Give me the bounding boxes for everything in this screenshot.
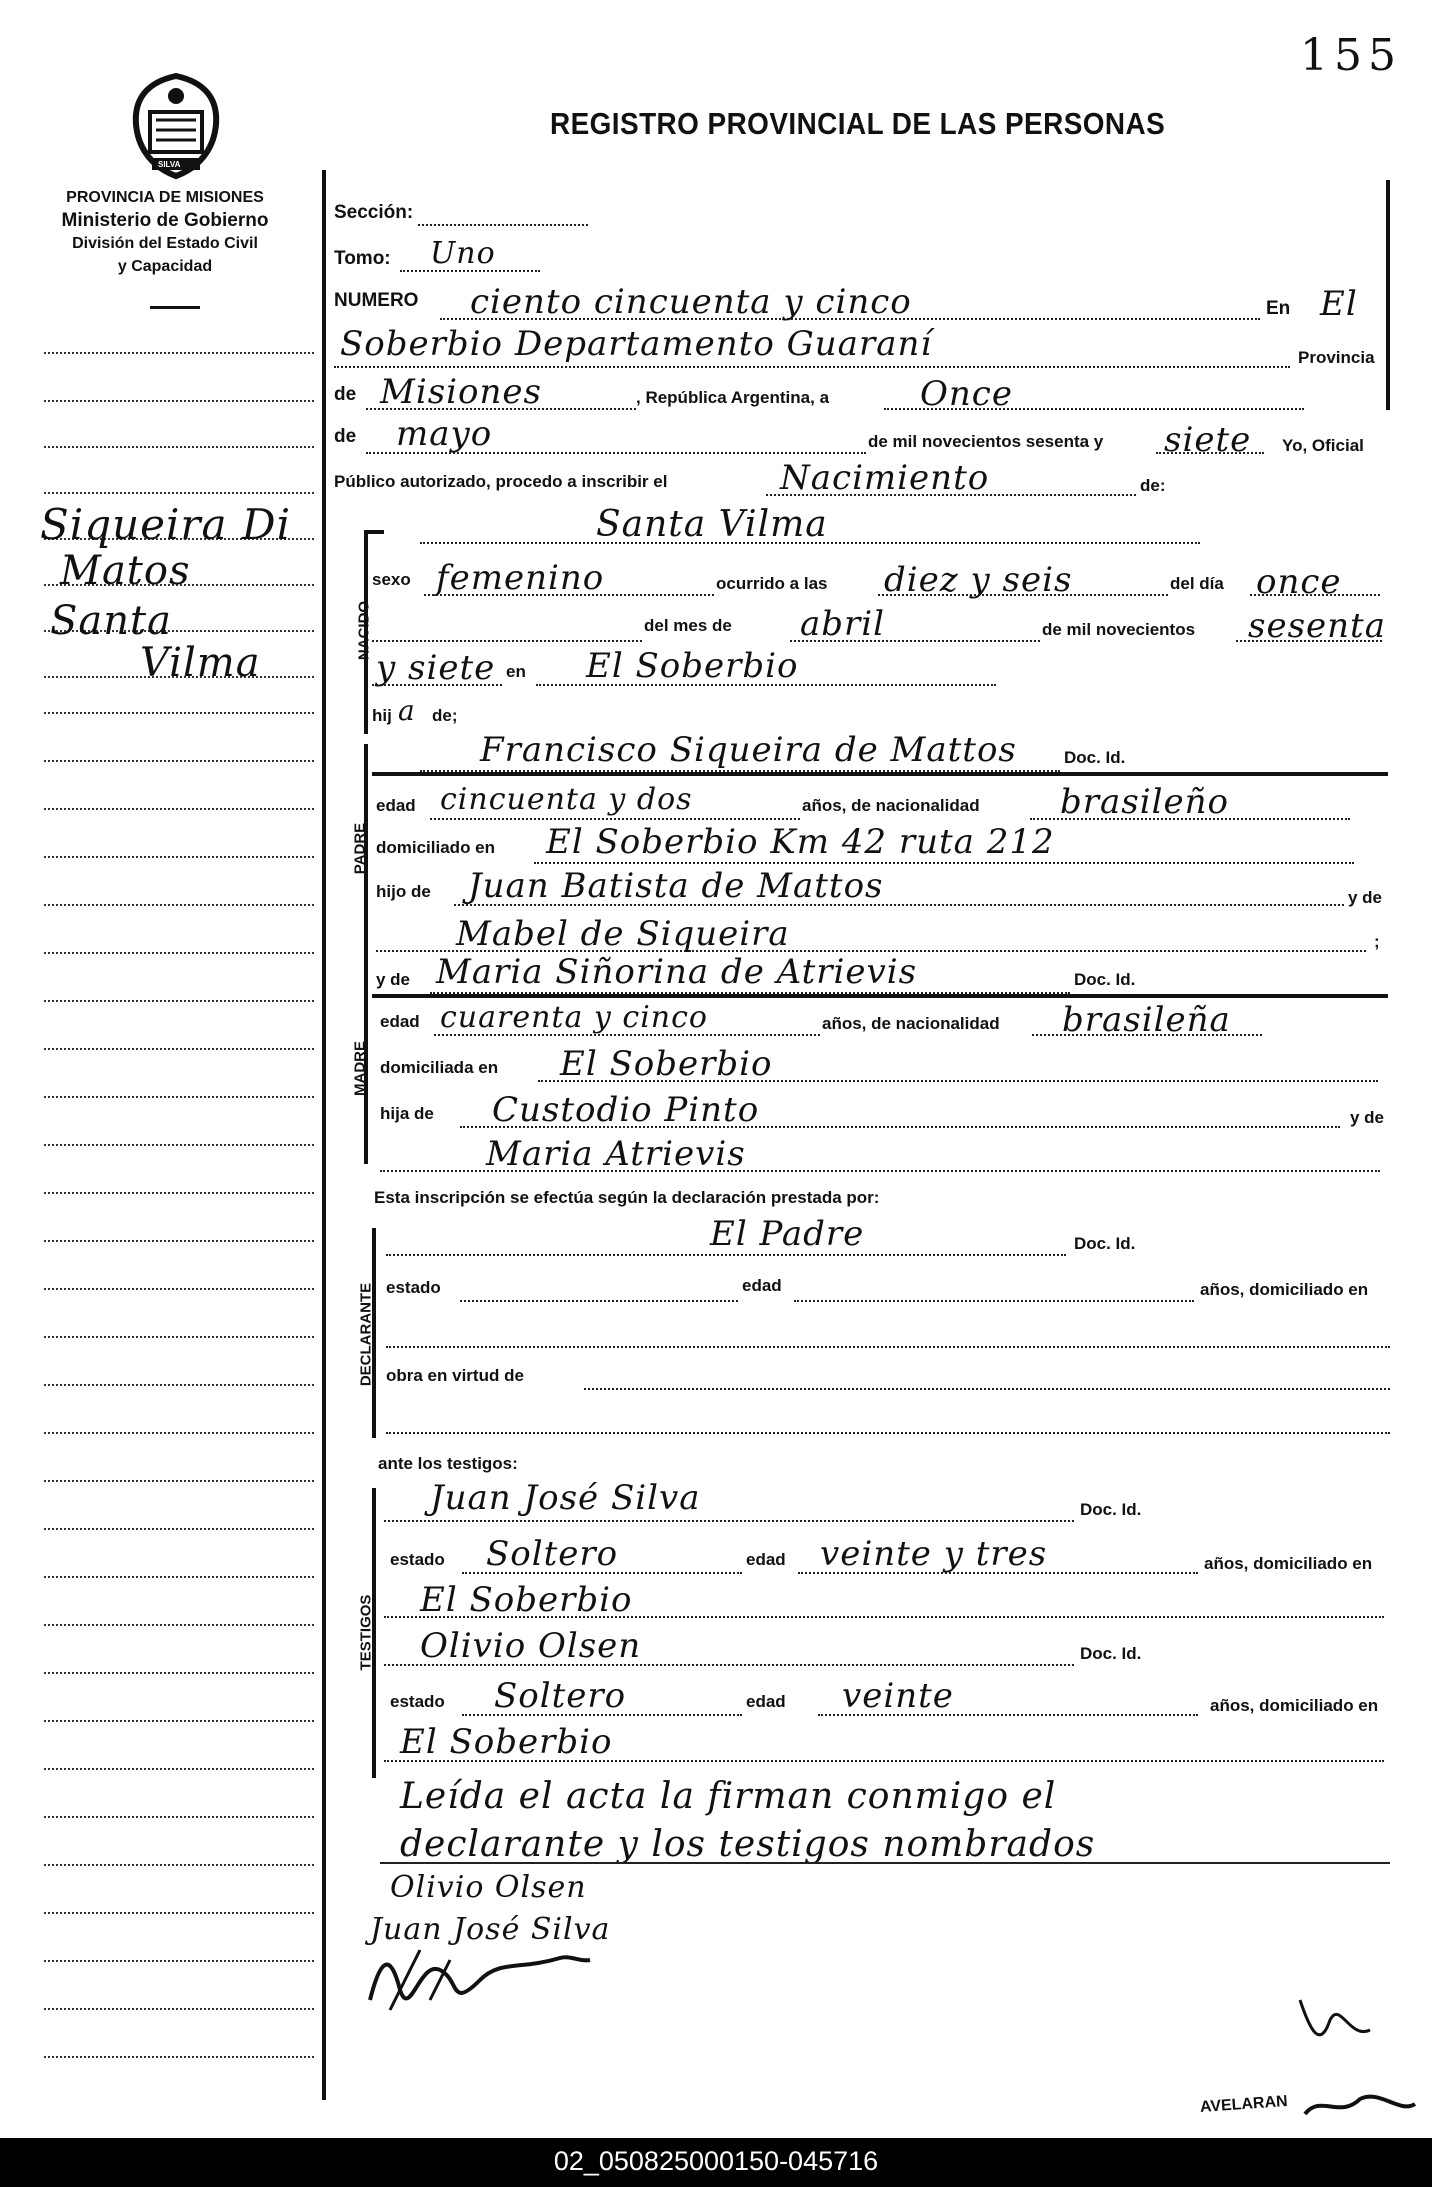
numero-value: ciento cincuenta y cinco (470, 282, 912, 322)
inscripcion-label: Esta inscripción se efectúa según la declaración prestada por: (374, 1188, 880, 1207)
declarante-label: DECLARANTE (357, 1282, 375, 1387)
cierre-line-2: declarante y los testigos nombrados (400, 1824, 1096, 1865)
madre-padre-value: Custodio Pinto (492, 1090, 760, 1130)
madre-dom-label: domiciliada en (380, 1058, 499, 1077)
ante-testigos-label: ante los testigos: (378, 1454, 518, 1473)
madre-edad-value: cuarenta y cinco (440, 1000, 708, 1035)
padre-y-de-label: y de (1348, 888, 1383, 907)
madre-doc-label: Doc. Id. (1074, 970, 1136, 989)
padre-madre-value: Mabel de Siqueira (456, 914, 790, 954)
del-dia-label: del día (1170, 574, 1224, 593)
en-value: El (1320, 284, 1358, 324)
testigo1-anos-label: años, domiciliado en (1204, 1554, 1373, 1573)
padre-dom-label: domiciliado en (376, 838, 496, 857)
padre-value: Francisco Siqueira de Mattos (480, 730, 1017, 770)
publico-label: Público autorizado, procedo a inscribir el (334, 472, 668, 491)
frame-left-border (322, 170, 326, 2100)
margin-note-1: Siqueira Di (40, 500, 292, 549)
republica-label: , República Argentina, a (636, 388, 830, 407)
padre-edad-label: edad (376, 796, 416, 815)
obra-label: obra en virtud de (386, 1366, 524, 1385)
provincia-label: Provincia (1298, 348, 1375, 367)
margin-note-4: Vilma (140, 640, 261, 686)
de-label-2: de (334, 426, 357, 447)
madre-label: MADRE (351, 1041, 369, 1096)
provincial-emblem (128, 72, 224, 180)
madre-dom-value: El Soberbio (560, 1044, 773, 1084)
madre-y-de-label: y de (376, 970, 411, 989)
hij-suffix-value: a (398, 694, 416, 727)
yo-oficial-label: Yo, Oficial (1282, 436, 1364, 455)
ministry-name: Ministerio de Gobierno (61, 210, 269, 231)
testigos-label: TESTIGOS (357, 1594, 375, 1671)
padre-edad-value: cincuenta y dos (440, 782, 693, 817)
signature-1: Olivio Olsen (390, 1870, 587, 1905)
nacido-label: NACIDO (355, 600, 373, 661)
en-label: En (1266, 298, 1291, 319)
de-colon-label: de: (1140, 476, 1166, 495)
tomo-label: Tomo: (334, 248, 391, 269)
declarante-estado-label: estado (386, 1278, 441, 1297)
anio-nac-1-value: sesenta (1248, 606, 1386, 646)
nombre-value: Santa Vilma (596, 504, 828, 545)
del-mes-label: del mes de (644, 616, 732, 635)
padre-nac-value: brasileño (1060, 782, 1229, 822)
tomo-value: Uno (430, 236, 496, 271)
testigo2-doc-label: Doc. Id. (1080, 1644, 1142, 1663)
lugar-nac-value: El Soberbio (586, 646, 799, 686)
madre-y-de-label-2: y de (1350, 1108, 1385, 1127)
testigo1-dom-value: El Soberbio (420, 1580, 633, 1620)
mil-novecientos-label: de mil novecientos (1042, 620, 1196, 639)
provincia-value: Misiones (380, 372, 542, 412)
padre-doc-label: Doc. Id. (1064, 748, 1126, 767)
acta-value: Nacimiento (780, 458, 990, 498)
division-subname: y Capacidad (117, 258, 213, 275)
header-rule (150, 306, 200, 309)
anio-nac-2-value: y siete (376, 648, 496, 688)
sexo-label: sexo (372, 570, 411, 589)
testigo2-estado-label: estado (390, 1692, 445, 1711)
footer-code: 02_050825000150-045716 (553, 2146, 879, 2176)
frame-right-border (1386, 180, 1390, 410)
padre-dom-value: El Soberbio Km 42 ruta 212 (546, 822, 1055, 862)
lugar-value: Soberbio Departamento Guaraní (340, 324, 933, 364)
padre-padre-value: Juan Batista de Mattos (468, 866, 884, 906)
bottom-stamp: AVELARAN (1199, 2092, 1289, 2117)
cierre-line-1: Leída el acta la firman conmigo el (400, 1776, 1057, 1817)
stamp-flourish (1300, 2084, 1420, 2124)
testigo2-value: Olivio Olsen (420, 1626, 642, 1666)
signature-2: Juan José Silva (370, 1912, 611, 1947)
ocurrido-label: ocurrido a las (716, 574, 828, 593)
madre-nac-label: años, de nacionalidad (822, 1014, 1000, 1033)
testigo2-edad-value: veinte (842, 1676, 954, 1716)
testigo1-value: Juan José Silva (430, 1478, 701, 1518)
left-header (30, 186, 300, 278)
en-lower-label: en (506, 662, 526, 681)
testigo2-estado-value: Soltero (494, 1676, 627, 1716)
page-number: 155 (1300, 30, 1402, 81)
madre-hija-label: hija de (380, 1104, 434, 1123)
madre-madre-value: Maria Atrievis (486, 1134, 746, 1174)
emblem-label: SILVA (158, 160, 181, 169)
testigo1-estado-value: Soltero (486, 1534, 619, 1574)
padre-label: PADRE (351, 822, 369, 875)
official-signature (360, 1940, 600, 2020)
declarante-edad-label: edad (742, 1276, 782, 1295)
testigo1-edad-label: edad (746, 1550, 786, 1569)
madre-edad-label: edad (380, 1012, 420, 1031)
mes-registro-value: mayo (396, 414, 493, 454)
padre-hijo-label: hijo de (376, 882, 431, 901)
numero-label: NUMERO (334, 290, 419, 311)
de-mil-label: de mil novecientos sesenta y (868, 432, 1104, 451)
testigo1-edad-value: veinte y tres (820, 1534, 1048, 1574)
margin-note-2: Matos (60, 548, 191, 594)
declarante-anos-label: años, domiciliado en (1200, 1280, 1369, 1299)
mes-value: abril (800, 604, 886, 644)
testigo2-dom-value: El Soberbio (400, 1722, 613, 1762)
madre-nac-value: brasileña (1062, 1000, 1231, 1040)
testigo2-edad-label: edad (746, 1692, 786, 1711)
page-title: REGISTRO PROVINCIAL DE LAS PERSONAS (550, 106, 1166, 141)
testigo1-estado-label: estado (390, 1550, 445, 1569)
de-semicolon-label: de; (432, 706, 458, 725)
testigo2-anos-label: años, domiciliado en (1210, 1696, 1379, 1715)
margin-scribble (1290, 1990, 1380, 2060)
madre-value: Maria Siñorina de Atrievis (436, 952, 918, 992)
declarante-doc-label: Doc. Id. (1074, 1234, 1136, 1253)
dia-registro-value: Once (920, 374, 1013, 414)
padre-semicolon: ; (1374, 932, 1380, 951)
de-label-1: de (334, 384, 357, 405)
declarante-value: El Padre (710, 1214, 865, 1254)
hij-label: hij (372, 706, 392, 725)
testigo1-doc-label: Doc. Id. (1080, 1500, 1142, 1519)
anio-value: siete (1164, 420, 1252, 460)
division-name: División del Estado Civil (72, 235, 258, 252)
margin-note-3: Santa (50, 598, 172, 644)
hora-value: diez y seis (884, 560, 1073, 600)
province-name: PROVINCIA DE MISIONES (66, 189, 264, 206)
dia-value: once (1256, 562, 1342, 602)
seccion-label: Sección: (334, 202, 414, 223)
sexo-value: femenino (436, 558, 605, 598)
padre-nac-label: años, de nacionalidad (802, 796, 980, 815)
